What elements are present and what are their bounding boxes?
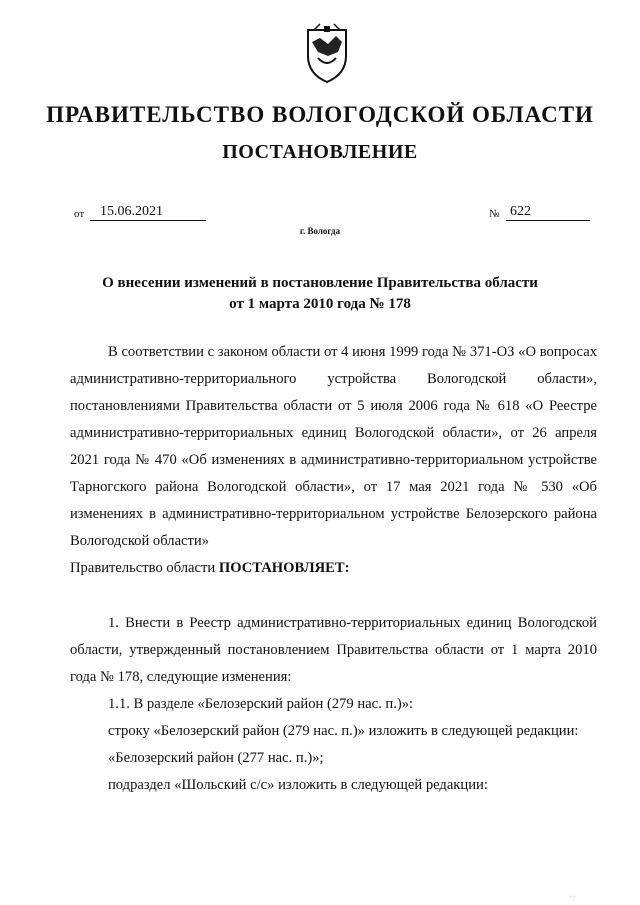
number-value: 622 <box>506 204 590 221</box>
subject-line-1: О внесении изменений в постановление Правительства области <box>102 275 538 291</box>
spacer <box>70 582 597 610</box>
date-label: от <box>74 208 85 220</box>
coat-of-arms-emblem <box>300 22 354 86</box>
date-value: 15.06.2021 <box>90 204 206 221</box>
item-line-a: строку «Белозерский район (279 нас. п.)» изложить в следующей редакции: <box>108 723 579 739</box>
document-subject <box>60 273 580 315</box>
org-title: ПРАВИТЕЛЬСТВО ВОЛОГОДСКОЙ ОБЛАСТИ <box>46 102 594 127</box>
item-line-b: «Белозерский район (277 нас. п.)»; <box>108 750 324 766</box>
resolve-prefix: Правительство области <box>70 560 219 576</box>
document-body <box>70 339 597 799</box>
number-label: № <box>489 208 500 220</box>
item-1-paragraph: 1. Внести в Реестр административно-территориальных единиц Вологодской области, утвержденный постановлением Правительства области от 1 марта 2010 года № 178, следующие изменения: <box>70 615 597 685</box>
city-name: г. Вологда <box>299 226 341 236</box>
item-1-1-paragraph: 1.1. В разделе «Белозерский район (279 нас. п.)»: <box>108 696 414 712</box>
resolve-line <box>70 555 597 582</box>
document-type: ПОСТАНОВЛЕНИЕ <box>222 141 418 163</box>
page-mark: · · <box>570 894 576 900</box>
preamble-paragraph: В соответствии с законом области от 4 июня 1999 года № 371-ОЗ «О вопросах административно-территориального устройства Вологодской области», постановлениями Правительства области от 5 июля 2006 года № 618 «О Реестре административно-территориальных единиц Вологодской области», от 26 апреля 2021 года № 470 «Об изменениях в административно-территориальном устройстве Тарногского района Вологодской области», от 17 мая 2021 года № 530 «Об изменениях в административно-территориальном устройстве Белозерского района Вологодской области» <box>70 344 597 549</box>
item-line-c: подраздел «Шольский с/с» изложить в следующей редакции: <box>108 777 488 793</box>
subject-line-2: от 1 марта 2010 года № 178 <box>229 296 411 312</box>
resolve-word: ПОСТАНОВЛЯЕТ: <box>218 560 350 576</box>
